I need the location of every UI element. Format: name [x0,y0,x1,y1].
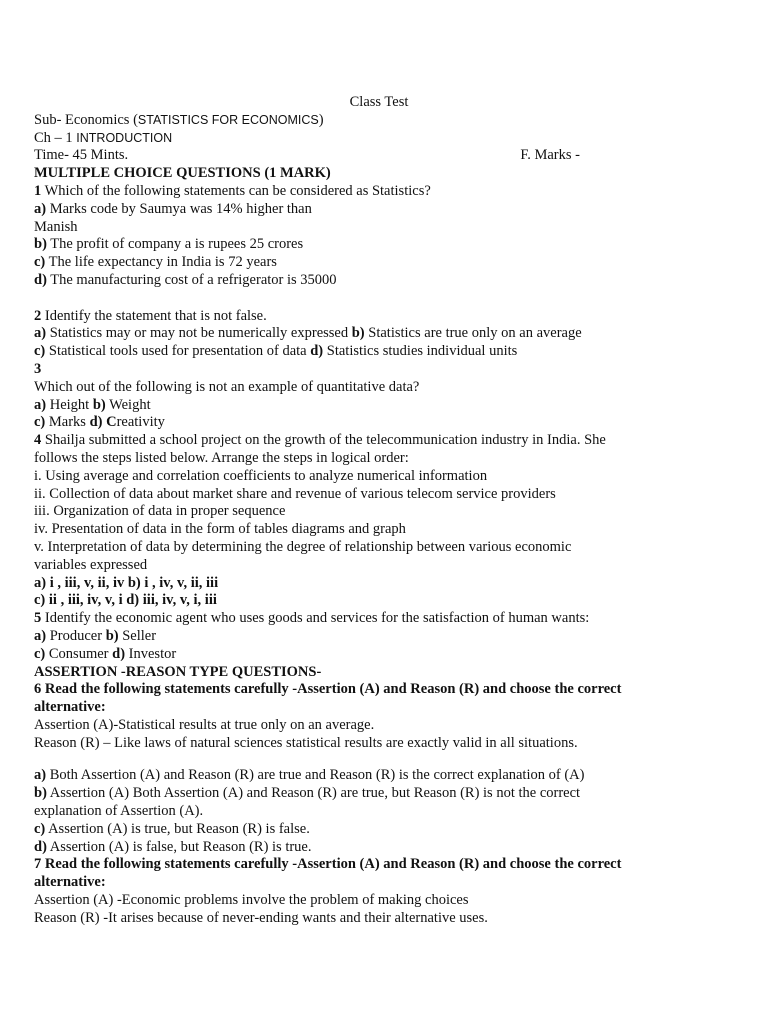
question-7-cont: alternative: [34,874,106,891]
spacer [34,752,714,767]
q1-option-a-cont: Manish [34,218,78,235]
chapter-prefix: Ch – 1 [34,129,77,146]
chapter-name: INTRODUCTION [76,130,173,145]
q7-assertion: Assertion (A) -Economic problems involve the problem of making choices [34,892,469,909]
q3-options-ab: a) Height b) Weight [34,396,151,413]
question-2: 2 Identify the statement that is not false. [34,307,267,324]
chapter-line [34,130,714,148]
q7-reason: Reason (R) -It arises because of never-ending wants and their alternative uses. [34,909,488,926]
time-allowed: Time- 45 Mints. [34,147,129,164]
question-1: 1 Which of the following statements can be considered as Statistics? [34,182,431,199]
q4-step: variables expressed [34,556,148,573]
question-6-cont: alternative: [34,699,106,716]
q6-option-c: c) Assertion (A) is true, but Reason (R) is false. [34,820,310,837]
full-marks: F. Marks - [520,147,580,164]
assertion-heading: ASSERTION -REASON TYPE QUESTIONS- [34,663,322,680]
subject-line [34,112,714,130]
q2-options-ab: a) Statistics may or may not be numerically expressed b) Statistics are true only on an average [34,325,582,342]
q6-option-a: a) Both Assertion (A) and Reason (R) are true and Reason (R) is the correct explanation of (A) [34,767,585,784]
q1-option-b: b) The profit of company a is rupees 25 crores [34,236,304,253]
q6-option-b: b) Assertion (A) Both Assertion (A) and Reason (R) are true, but Reason (R) is not the correct [34,785,581,802]
q4-step: iv. Presentation of data in the form of tables diagrams and graph [34,521,406,538]
q6-option-b-cont: explanation of Assertion (A). [34,803,204,820]
question-4-cont: follows the steps listed below. Arrange the steps in logical order: [34,449,409,466]
q5-options-ab: a) Producer b) Seller [34,627,157,644]
q2-options-cd: c) Statistical tools used for presentation of data d) Statistics studies individual units [34,343,518,360]
q1-option-a: a) Marks code by Saumya was 14% higher than [34,200,312,217]
q6-assertion: Assertion (A)-Statistical results at true only on an average. [34,716,375,733]
subject-name: STATISTICS FOR ECONOMICS [137,112,319,127]
q6-reason: Reason (R) – Like laws of natural sciences statistical results are exactly valid in all situations. [34,734,578,751]
q4-step: i. Using average and correlation coefficients to analyze numerical information [34,467,488,484]
q5-options-cd: c) Consumer d) Investor [34,645,177,662]
question-4: 4 Shailja submitted a school project on the growth of the telecommunication industry in India. She [34,432,606,449]
spacer [34,290,714,308]
q4-step: iii. Organization of data in proper sequence [34,503,286,520]
time-marks-line [34,147,580,165]
q4-options-ab: a) i , iii, v, ii, iv b) i , iv, v, ii, iii [34,574,219,591]
q1-option-c: c) The life expectancy in India is 72 years [34,254,277,271]
q4-step: v. Interpretation of data by determining the degree of relationship between various economic [34,538,572,555]
q3-options-cd: c) Marks d) Creativity [34,414,165,431]
question-5: 5 Identify the economic agent who uses goods and services for the satisfaction of human wants: [34,610,590,627]
q4-step: ii. Collection of data about market share and revenue of various telecom service providers [34,485,556,502]
question-3-number: 3 [34,360,42,377]
document-title: Class Test [349,94,409,110]
q1-option-d: d) The manufacturing cost of a refrigerator is 35000 [34,271,337,288]
q4-options-cd: c) ii , iii, iv, v, i d) iii, iv, v, i, iii [34,592,217,609]
mcq-heading: MULTIPLE CHOICE QUESTIONS (1 MARK) [34,165,331,182]
q6-option-d: d) Assertion (A) is false, but Reason (R) is true. [34,838,312,855]
document-page [34,94,714,928]
question-6: 6 Read the following statements carefully -Assertion (A) and Reason (R) and choose the correct [34,681,622,698]
subject-suffix: ) [318,111,324,128]
question-7: 7 Read the following statements carefully -Assertion (A) and Reason (R) and choose the correct [34,856,622,873]
subject-prefix: Sub- Economics ( [34,111,138,128]
question-3: Which out of the following is not an example of quantitative data? [34,378,420,395]
